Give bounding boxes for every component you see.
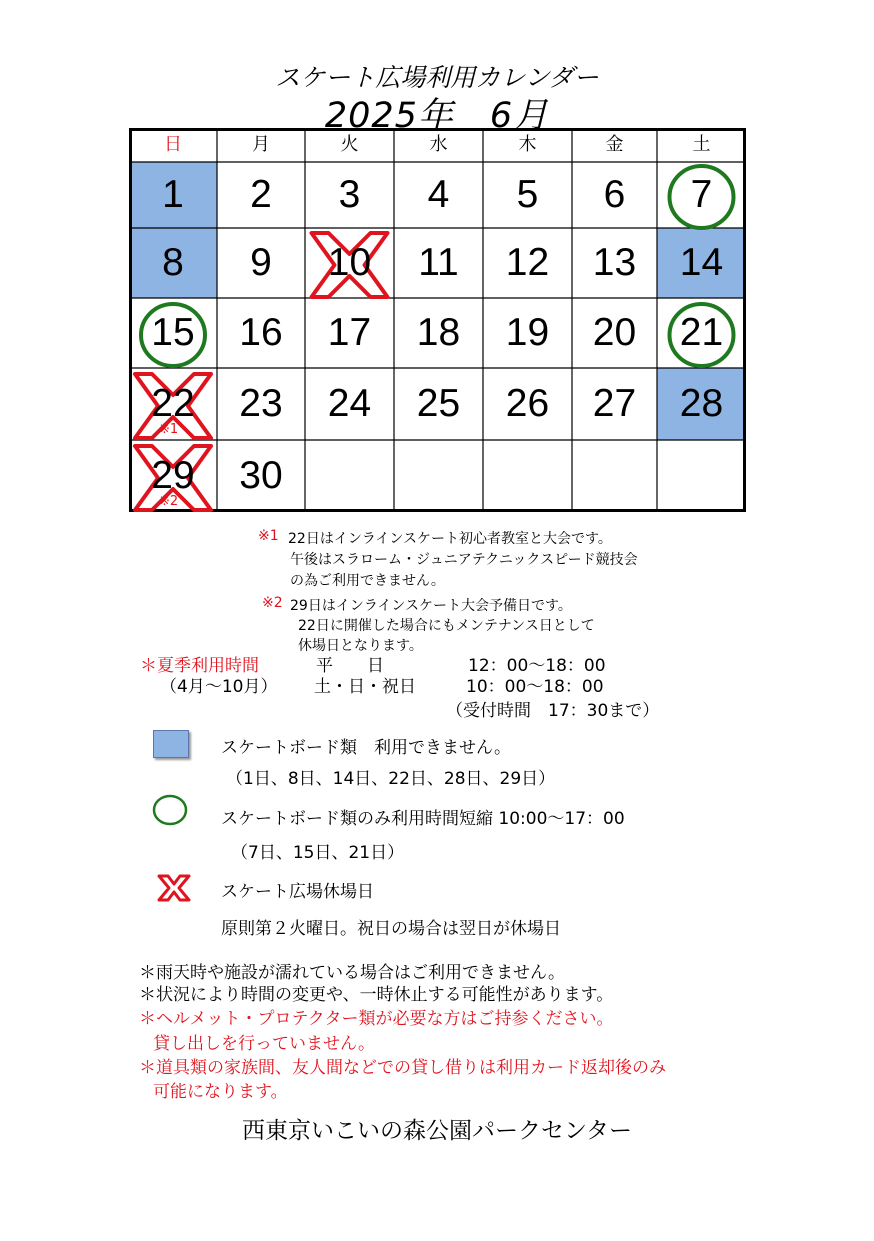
calendar-day: 1 bbox=[162, 173, 184, 216]
calendar-day: 19 bbox=[505, 311, 550, 354]
calendar-day: 2 bbox=[250, 173, 272, 216]
weekday-header: 月 bbox=[252, 134, 270, 155]
note1-line1: 22日はインラインスケート初心者教室と大会です。 bbox=[288, 531, 612, 547]
calendar-day: 21 bbox=[679, 311, 724, 354]
reception-time: （受付時間 17：30まで） bbox=[446, 701, 660, 721]
calendar-day: 7 bbox=[690, 173, 713, 216]
calendar-day: 5 bbox=[516, 173, 539, 216]
calendar-day: 3 bbox=[338, 173, 361, 216]
note2-line2: 22日に開催した場合にもメンテナンス日として bbox=[298, 618, 595, 634]
legend-circle-icon bbox=[152, 794, 188, 826]
weekday-header: 金 bbox=[605, 134, 624, 155]
weekday-time: 12：00～18：00 bbox=[468, 656, 606, 676]
weekday-header: 火 bbox=[340, 134, 359, 155]
calendar-day: 29 bbox=[151, 454, 195, 497]
calendar-day: 8 bbox=[162, 241, 184, 284]
calendar-day: 13 bbox=[592, 241, 637, 284]
calendar-day: 6 bbox=[603, 173, 626, 216]
calendar-day: 9 bbox=[250, 241, 272, 284]
note1-line3: の為ご利用できません。 bbox=[290, 573, 445, 589]
calendar-day: 18 bbox=[416, 311, 461, 354]
day-note-mark: ※1 bbox=[159, 422, 179, 437]
calendar-day: 24 bbox=[327, 382, 372, 425]
summer-hours-period: （4月～10月） bbox=[160, 677, 278, 697]
weekday-label: 平 日 bbox=[316, 656, 384, 676]
legend-blue-swatch bbox=[153, 730, 189, 758]
bottom-note-helmet: ＊ヘルメット・プロテクター類が必要な方はご持参ください。 bbox=[139, 1009, 614, 1029]
legend-blue-text: スケートボード類 利用できません。 bbox=[221, 738, 512, 758]
calendar-day: 15 bbox=[151, 311, 195, 354]
legend-cross-note: 原則第２火曜日。祝日の場合は翌日が休場日 bbox=[221, 919, 561, 939]
bottom-note-rental: 貸し出しを行っていません。 bbox=[153, 1034, 376, 1054]
legend-cross-icon bbox=[155, 873, 193, 903]
holiday-time: 10：00～18：00 bbox=[466, 677, 604, 697]
bottom-note-lending: ＊道具類の家族間、友人間などでの貸し借りは利用カード返却後のみ bbox=[139, 1058, 666, 1078]
calendar-day: 11 bbox=[418, 241, 459, 284]
calendar-day: 17 bbox=[327, 311, 372, 354]
note2-mark: ※2 bbox=[262, 595, 283, 611]
bottom-note-lending-2: 可能になります。 bbox=[153, 1082, 288, 1102]
calendar-title: スケート広場利用カレンダー bbox=[275, 63, 599, 92]
day-note-mark: ※2 bbox=[159, 494, 179, 509]
note2-line1: 29日はインラインスケート大会予備日です。 bbox=[290, 598, 572, 614]
calendar-day: 26 bbox=[505, 382, 550, 425]
note2-line3: 休場日となります。 bbox=[298, 638, 423, 654]
weekday-header: 木 bbox=[518, 134, 537, 155]
bottom-note-rain: ＊雨天時や施設が濡れている場合はご利用できません。 bbox=[139, 963, 566, 983]
weekday-header: 日 bbox=[164, 134, 182, 155]
legend-cross-text: スケート広場休場日 bbox=[221, 882, 374, 902]
month-title: 2025年 6月 bbox=[324, 96, 550, 136]
note1-mark: ※1 bbox=[258, 528, 279, 544]
note1-line2: 午後はスラローム・ジュニアテクニックスピード競技会 bbox=[290, 552, 638, 568]
weekday-header: 土 bbox=[692, 134, 711, 155]
calendar-day: 10 bbox=[327, 241, 372, 284]
calendar-day: 20 bbox=[592, 311, 637, 354]
calendar-day: 12 bbox=[505, 241, 550, 284]
legend-circle-text: スケートボード類のみ利用時間短縮 10:00～17：00 bbox=[221, 809, 625, 829]
calendar-day: 14 bbox=[679, 241, 724, 284]
calendar-day: 27 bbox=[592, 382, 637, 425]
holiday-label: 土・日・祝日 bbox=[314, 677, 416, 697]
calendar-day: 4 bbox=[427, 173, 450, 216]
calendar-day: 25 bbox=[416, 382, 461, 425]
calendar-day: 22 bbox=[151, 382, 195, 425]
calendar-day: 16 bbox=[239, 311, 283, 354]
summer-hours-label: ＊夏季利用時間 bbox=[140, 656, 259, 676]
bottom-note-change: ＊状況により時間の変更や、一時休止する可能性があります。 bbox=[139, 985, 614, 1005]
calendar-day: 28 bbox=[679, 382, 724, 425]
calendar-day: 30 bbox=[239, 454, 283, 497]
legend-circle-days: （7日、15日、21日） bbox=[231, 843, 405, 863]
weekday-header: 水 bbox=[429, 134, 448, 155]
calendar-grid bbox=[129, 128, 746, 512]
legend-blue-days: （1日、8日、14日、22日、28日、29日） bbox=[226, 769, 556, 789]
park-center-name: 西東京いこいの森公園パークセンター bbox=[241, 1118, 633, 1144]
calendar-day: 23 bbox=[239, 382, 283, 425]
